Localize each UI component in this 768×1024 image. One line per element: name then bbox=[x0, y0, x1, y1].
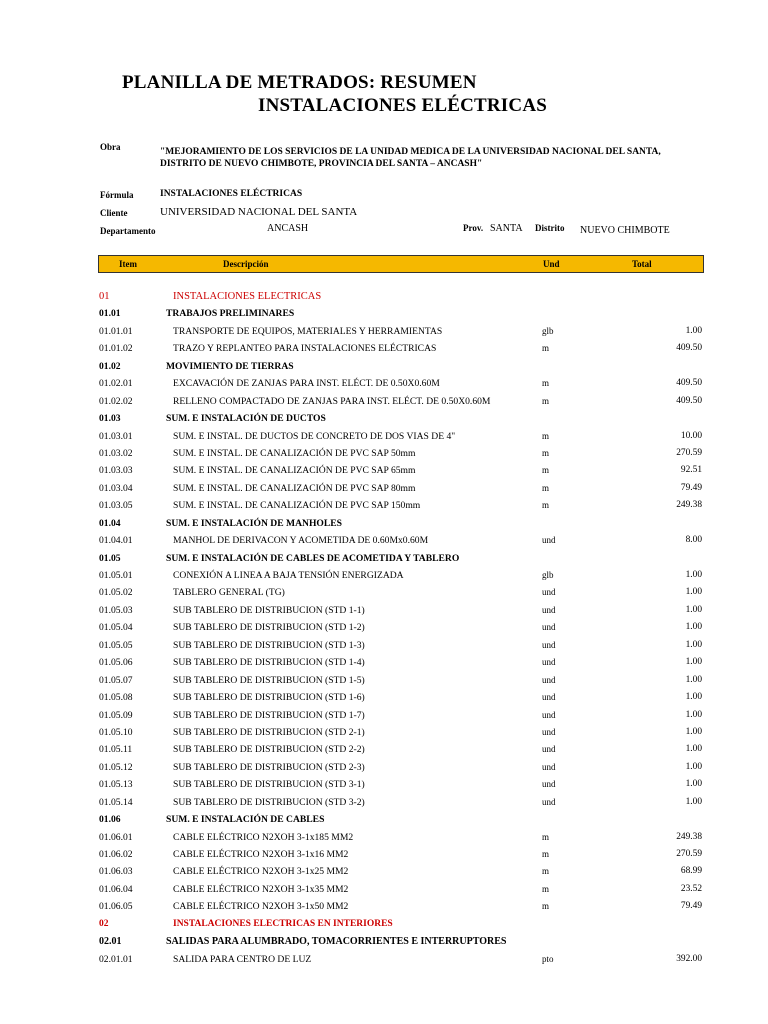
row-item-code: 01.05.05 bbox=[99, 639, 133, 651]
row-description: SALIDAS PARA ALUMBRADO, TOMACORRIENTES E INTERRUPTORES bbox=[166, 936, 507, 948]
row-item-code: 01.05 bbox=[99, 552, 121, 564]
departamento-value: ANCASH bbox=[267, 223, 309, 234]
row-total: 270.59 bbox=[676, 447, 702, 458]
row-item-code: 01.06.02 bbox=[99, 849, 133, 860]
row-unit: m bbox=[542, 500, 550, 511]
row-total: 1.00 bbox=[685, 709, 702, 720]
row-item-code: 01.04.01 bbox=[99, 535, 133, 547]
row-item-code: 01.01 bbox=[99, 308, 121, 320]
row-description: SALIDA PARA CENTRO DE LUZ bbox=[173, 953, 312, 965]
row-unit: m bbox=[542, 430, 550, 441]
row-total: 10.00 bbox=[680, 430, 702, 441]
table-row bbox=[0, 340, 768, 357]
row-item-code: 01.05.12 bbox=[99, 761, 133, 773]
row-unit: m bbox=[542, 343, 550, 354]
table-row bbox=[0, 619, 768, 636]
table-row bbox=[0, 741, 768, 758]
row-total: 1.00 bbox=[685, 796, 702, 807]
row-item-code: 01.03 bbox=[99, 413, 121, 425]
prov-value: SANTA bbox=[490, 223, 523, 234]
row-description: SUB TABLERO DE DISTRIBUCION (STD 1-3) bbox=[173, 639, 365, 651]
row-item-code: 01.01.01 bbox=[99, 325, 133, 337]
row-item-code: 01.05.13 bbox=[99, 779, 133, 791]
row-unit: m bbox=[542, 378, 550, 389]
row-description: TRAZO Y REPLANTEO PARA INSTALACIONES ELÉCTRICAS bbox=[173, 343, 437, 355]
distrito-value: NUEVO CHIMBOTE bbox=[580, 225, 670, 236]
row-unit: m bbox=[542, 447, 550, 458]
row-total: 409.50 bbox=[676, 378, 702, 389]
table-row bbox=[0, 393, 768, 410]
table-row bbox=[0, 584, 768, 601]
row-item-code: 01.06.05 bbox=[99, 901, 133, 913]
row-item-code: 01.06.03 bbox=[99, 866, 133, 878]
table-row bbox=[0, 724, 768, 741]
metrados-table-body bbox=[0, 288, 768, 968]
row-total: 409.50 bbox=[676, 395, 702, 406]
row-description: SUM. E INSTAL. DE DUCTOS DE CONCRETO DE DOS VIAS DE 4" bbox=[173, 430, 456, 442]
table-row bbox=[0, 829, 768, 846]
row-description: SUM. E INSTAL. DE CANALIZACIÓN DE PVC SAP 65mm bbox=[173, 465, 416, 477]
row-unit: und bbox=[542, 692, 556, 703]
row-item-code: 01.05.01 bbox=[99, 570, 133, 581]
row-total: 409.50 bbox=[676, 343, 702, 354]
row-unit: und bbox=[542, 744, 556, 755]
row-total: 1.00 bbox=[685, 587, 702, 598]
table-row bbox=[0, 707, 768, 724]
row-total: 79.49 bbox=[680, 482, 702, 493]
row-total: 1.00 bbox=[685, 639, 702, 650]
row-description: CABLE ELÉCTRICO N2XOH 3-1x25 MM2 bbox=[173, 866, 349, 878]
row-unit: und bbox=[542, 761, 556, 772]
row-total: 1.00 bbox=[685, 325, 702, 336]
table-row bbox=[0, 532, 768, 549]
row-unit: m bbox=[542, 395, 550, 406]
table-row bbox=[0, 933, 768, 950]
row-total: 1.00 bbox=[685, 657, 702, 668]
page-title-line2: INSTALACIONES ELÉCTRICAS bbox=[258, 95, 548, 116]
departamento-label: Departamento bbox=[100, 226, 156, 236]
row-unit: und bbox=[542, 657, 556, 668]
header-und: Und bbox=[543, 259, 560, 269]
table-row bbox=[0, 358, 768, 375]
row-description: SUB TABLERO DE DISTRIBUCION (STD 1-7) bbox=[173, 709, 365, 721]
table-row bbox=[0, 846, 768, 863]
table-row bbox=[0, 428, 768, 445]
row-total: 79.49 bbox=[680, 901, 702, 912]
row-unit: m bbox=[542, 831, 550, 842]
row-item-code: 01.05.06 bbox=[99, 657, 133, 669]
row-description: TRABAJOS PRELIMINARES bbox=[166, 308, 295, 320]
row-item-code: 02 bbox=[99, 918, 109, 929]
row-item-code: 01.05.04 bbox=[99, 622, 133, 634]
table-row bbox=[0, 515, 768, 532]
formula-label: Fórmula bbox=[100, 190, 134, 200]
row-unit: m bbox=[542, 849, 550, 859]
table-row bbox=[0, 811, 768, 828]
table-row bbox=[0, 567, 768, 584]
row-total: 270.59 bbox=[676, 849, 702, 859]
row-unit: m bbox=[542, 482, 550, 493]
table-row bbox=[0, 689, 768, 706]
row-unit: pto bbox=[542, 953, 554, 964]
row-description: CABLE ELÉCTRICO N2XOH 3-1x185 MM2 bbox=[173, 831, 354, 843]
row-total: 1.00 bbox=[685, 570, 702, 580]
row-unit: und bbox=[542, 622, 556, 633]
table-row bbox=[0, 759, 768, 776]
row-total: 1.00 bbox=[685, 692, 702, 703]
row-item-code: 01.05.14 bbox=[99, 796, 133, 808]
row-total: 392.00 bbox=[676, 953, 702, 964]
table-row bbox=[0, 480, 768, 497]
row-description: INSTALACIONES ELECTRICAS EN INTERIORES bbox=[173, 918, 393, 929]
row-description: SUM. E INSTAL. DE CANALIZACIÓN DE PVC SAP 80mm bbox=[173, 482, 416, 494]
row-item-code: 01.05.10 bbox=[99, 726, 133, 738]
row-total: 1.00 bbox=[685, 779, 702, 790]
row-total: 249.38 bbox=[676, 500, 702, 511]
row-total: 1.00 bbox=[685, 622, 702, 633]
row-description: SUB TABLERO DE DISTRIBUCION (STD 2-3) bbox=[173, 761, 365, 773]
row-total: 249.38 bbox=[676, 831, 702, 842]
row-item-code: 02.01.01 bbox=[99, 953, 133, 965]
table-row bbox=[0, 445, 768, 462]
row-unit: m bbox=[542, 901, 550, 912]
row-description: TABLERO GENERAL (TG) bbox=[173, 587, 285, 599]
row-item-code: 01.03.03 bbox=[99, 465, 133, 477]
row-description: EXCAVACIÓN DE ZANJAS PARA INST. ELÉCT. DE 0.50X0.60M bbox=[173, 378, 440, 390]
row-unit: und bbox=[542, 709, 556, 720]
row-unit: und bbox=[542, 639, 556, 650]
table-row bbox=[0, 288, 768, 305]
row-description: SUB TABLERO DE DISTRIBUCION (STD 1-1) bbox=[173, 604, 365, 616]
distrito-label: Distrito bbox=[535, 223, 565, 233]
table-row bbox=[0, 776, 768, 793]
row-description: SUB TABLERO DE DISTRIBUCION (STD 1-5) bbox=[173, 674, 365, 686]
row-unit: m bbox=[542, 883, 550, 894]
row-item-code: 01.03.05 bbox=[99, 500, 133, 512]
row-description: SUB TABLERO DE DISTRIBUCION (STD 1-4) bbox=[173, 657, 365, 669]
row-item-code: 01.03.04 bbox=[99, 482, 133, 494]
row-description: SUM. E INSTAL. DE CANALIZACIÓN DE PVC SAP 50mm bbox=[173, 447, 416, 459]
row-unit: und bbox=[542, 726, 556, 737]
row-description: SUB TABLERO DE DISTRIBUCION (STD 2-1) bbox=[173, 726, 365, 738]
row-unit: und bbox=[542, 674, 556, 685]
row-description: CABLE ELÉCTRICO N2XOH 3-1x50 MM2 bbox=[173, 901, 349, 913]
obra-label: Obra bbox=[100, 142, 121, 152]
row-item-code: 01.06.01 bbox=[99, 831, 133, 843]
row-unit: und bbox=[542, 587, 556, 598]
row-unit: glb bbox=[542, 325, 554, 336]
row-item-code: 01.03.01 bbox=[99, 430, 133, 442]
row-total: 1.00 bbox=[685, 744, 702, 755]
row-description: CABLE ELÉCTRICO N2XOH 3-1x35 MM2 bbox=[173, 883, 349, 895]
row-description: CABLE ELÉCTRICO N2XOH 3-1x16 MM2 bbox=[173, 849, 349, 860]
row-description: SUM. E INSTALACIÓN DE CABLES DE ACOMETIDA Y TABLERO bbox=[166, 552, 460, 564]
row-description: SUB TABLERO DE DISTRIBUCION (STD 1-2) bbox=[173, 622, 365, 634]
row-description: CONEXIÓN A LINEA A BAJA TENSIÓN ENERGIZADA bbox=[173, 570, 404, 581]
row-item-code: 01.05.03 bbox=[99, 604, 133, 616]
table-row bbox=[0, 654, 768, 671]
header-descripcion: Descripción bbox=[223, 259, 269, 269]
row-total: 92.51 bbox=[680, 465, 702, 476]
table-row bbox=[0, 602, 768, 619]
table-row bbox=[0, 863, 768, 880]
table-row bbox=[0, 550, 768, 567]
table-row bbox=[0, 305, 768, 322]
row-unit: und bbox=[542, 535, 556, 546]
row-item-code: 01.05.07 bbox=[99, 674, 133, 686]
row-item-code: 01.03.02 bbox=[99, 447, 133, 459]
header-item: Item bbox=[119, 259, 137, 269]
row-item-code: 01.02.02 bbox=[99, 395, 133, 407]
row-unit: m bbox=[542, 866, 550, 877]
row-description: SUM. E INSTALACIÓN DE MANHOLES bbox=[166, 517, 342, 529]
table-header bbox=[98, 255, 704, 273]
row-item-code: 01.06.04 bbox=[99, 883, 133, 895]
row-item-code: 01.05.11 bbox=[99, 744, 133, 756]
row-total: 1.00 bbox=[685, 726, 702, 737]
table-row bbox=[0, 462, 768, 479]
row-description: SUB TABLERO DE DISTRIBUCION (STD 3-2) bbox=[173, 796, 365, 808]
row-total: 1.00 bbox=[685, 674, 702, 685]
row-item-code: 01 bbox=[99, 291, 110, 302]
row-item-code: 01.02 bbox=[99, 360, 121, 372]
table-row bbox=[0, 323, 768, 340]
row-description: TRANSPORTE DE EQUIPOS, MATERIALES Y HERRAMIENTAS bbox=[173, 325, 443, 337]
row-unit: und bbox=[542, 604, 556, 615]
row-total: 1.00 bbox=[685, 761, 702, 772]
row-item-code: 01.01.02 bbox=[99, 343, 133, 355]
row-unit: m bbox=[542, 465, 550, 476]
table-row bbox=[0, 375, 768, 392]
row-description: MANHOL DE DERIVACON Y ACOMETIDA DE 0.60Mx0.60M bbox=[173, 535, 429, 547]
row-item-code: 02.01 bbox=[99, 936, 122, 948]
row-description: SUB TABLERO DE DISTRIBUCION (STD 3-1) bbox=[173, 779, 365, 791]
row-description: RELLENO COMPACTADO DE ZANJAS PARA INST. ELÉCT. DE 0.50X0.60M bbox=[173, 395, 491, 407]
formula-value: INSTALACIONES ELÉCTRICAS bbox=[160, 189, 303, 199]
page-title-line1: PLANILLA DE METRADOS: RESUMEN bbox=[122, 72, 477, 93]
obra-value: "MEJORAMIENTO DE LOS SERVICIOS DE LA UNIDAD MEDICA DE LA UNIVERSIDAD NACIONAL DEL SANTA, DISTRITO DE NUEVO CHIMBOTE, PROVINCIA DEL SANTA – ANCASH" bbox=[160, 147, 661, 169]
row-description: SUB TABLERO DE DISTRIBUCION (STD 1-6) bbox=[173, 692, 365, 704]
table-row bbox=[0, 637, 768, 654]
table-row bbox=[0, 951, 768, 968]
table-row bbox=[0, 898, 768, 915]
cliente-value: UNIVERSIDAD NACIONAL DEL SANTA bbox=[160, 206, 358, 218]
cliente-label: Cliente bbox=[100, 208, 128, 218]
row-unit: glb bbox=[542, 570, 554, 580]
row-description: SUM. E INSTALACIÓN DE CABLES bbox=[166, 814, 325, 826]
row-item-code: 01.02.01 bbox=[99, 378, 133, 390]
row-item-code: 01.04 bbox=[99, 517, 121, 529]
row-unit: und bbox=[542, 796, 556, 807]
table-row bbox=[0, 916, 768, 933]
row-total: 68.99 bbox=[680, 866, 702, 877]
table-row bbox=[0, 672, 768, 689]
row-item-code: 01.05.02 bbox=[99, 587, 133, 599]
prov-label: Prov. bbox=[463, 223, 484, 233]
table-row bbox=[0, 881, 768, 898]
row-item-code: 01.05.08 bbox=[99, 692, 133, 704]
row-description: SUB TABLERO DE DISTRIBUCION (STD 2-2) bbox=[173, 744, 365, 756]
row-item-code: 01.05.09 bbox=[99, 709, 133, 721]
row-description: SUM. E INSTALACIÓN DE DUCTOS bbox=[166, 413, 326, 425]
header-total: Total bbox=[632, 259, 652, 269]
row-total: 1.00 bbox=[685, 604, 702, 615]
table-row bbox=[0, 410, 768, 427]
row-unit: und bbox=[542, 779, 556, 790]
row-description: SUM. E INSTAL. DE CANALIZACIÓN DE PVC SAP 150mm bbox=[173, 500, 421, 512]
row-description: INSTALACIONES ELECTRICAS bbox=[173, 291, 322, 302]
row-item-code: 01.06 bbox=[99, 814, 121, 826]
row-total: 8.00 bbox=[685, 535, 702, 546]
row-description: MOVIMIENTO DE TIERRAS bbox=[166, 360, 294, 372]
table-row bbox=[0, 497, 768, 514]
row-total: 23.52 bbox=[680, 883, 702, 894]
table-row bbox=[0, 794, 768, 811]
